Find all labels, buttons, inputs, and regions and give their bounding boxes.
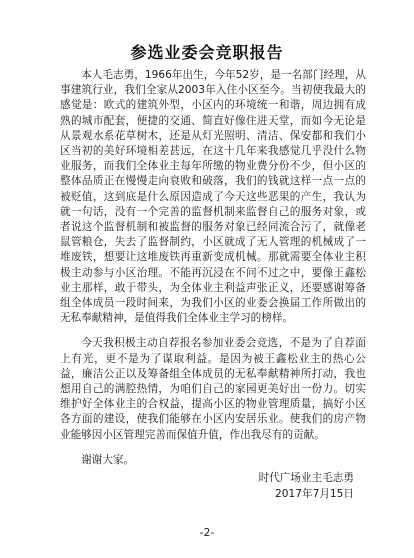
document-body	[60, 68, 366, 468]
paragraph-3: 谢谢大家。	[81, 453, 135, 466]
signature-date: 2017年7月15日	[275, 488, 354, 500]
signature-author: 时代广场业主毛志勇	[258, 472, 354, 484]
page-number: -2-	[199, 527, 215, 539]
document-title: 参选业委会竞职报告	[130, 43, 284, 62]
paragraph-2: 今天我积极主动自荐报名参加业委会竞选，不是为了自荐面上有光，更不是为了谋取利益。是因为被王鑫松业主的热心公益，廉洁公正以及筹备组全体成员的无私奉献精神所打动，我也想用自己的满腔热情，为咱们自己的家园更美好出一份力。切实维护好全体业主的合权益，提高小区的物业管理质量，搞好小区各方面的建设，使我们能够在小区内安居乐业。使我们的房产物业能够因小区管理完善而保值升值，作出我尽有的贡献。	[60, 337, 366, 441]
paragraph-1: 本人毛志勇，1966年出生，今年52岁，是一名部门经理，从事建筑行业，我们全家从2003年入住小区至今。当初使我最大的感觉是：欧式的建筑外型，小区内的环境统一和谐，周边拥有成熟的城市配套，便捷的交通、简直好像住进天堂，而如今无论是从景观水系花草树木，还是从灯光照明、清洁、保安都和我们小区当初的美好环境相差甚远，在这十几年来我感觉几乎没什么物业服务，而我们全体业主每年所缴的物业费分份不少，但小区的整体品质正在慢慢走向衰败和破落，我们的钱就这样一点一点的被贬值，这到底是什么原因造成了今天这些恶果的产生，我认为就一句话，没有一个完善的监督机制来监督自己的服务对象，或者说这个监督机制和被监督的服务对象已经同流合污了，就像老鼠管粮仓，失去了监督制约，小区就成了无人管理的机械成了一堆废铁，想要让这堆废铁再重新变成机械。那就需要全体业主积极主动参与小区治理。不能再沉浸在不问不过之中，要像王鑫松业主那样，敢于带头，为全体业主利益声张正义，还要感谢筹备组全体成员一段时间来，为我们小区的业委会换届工作所做出的无私奉献精神，是值得我们全体业主学习的榜样。	[60, 69, 366, 325]
signature-block	[259, 470, 354, 502]
